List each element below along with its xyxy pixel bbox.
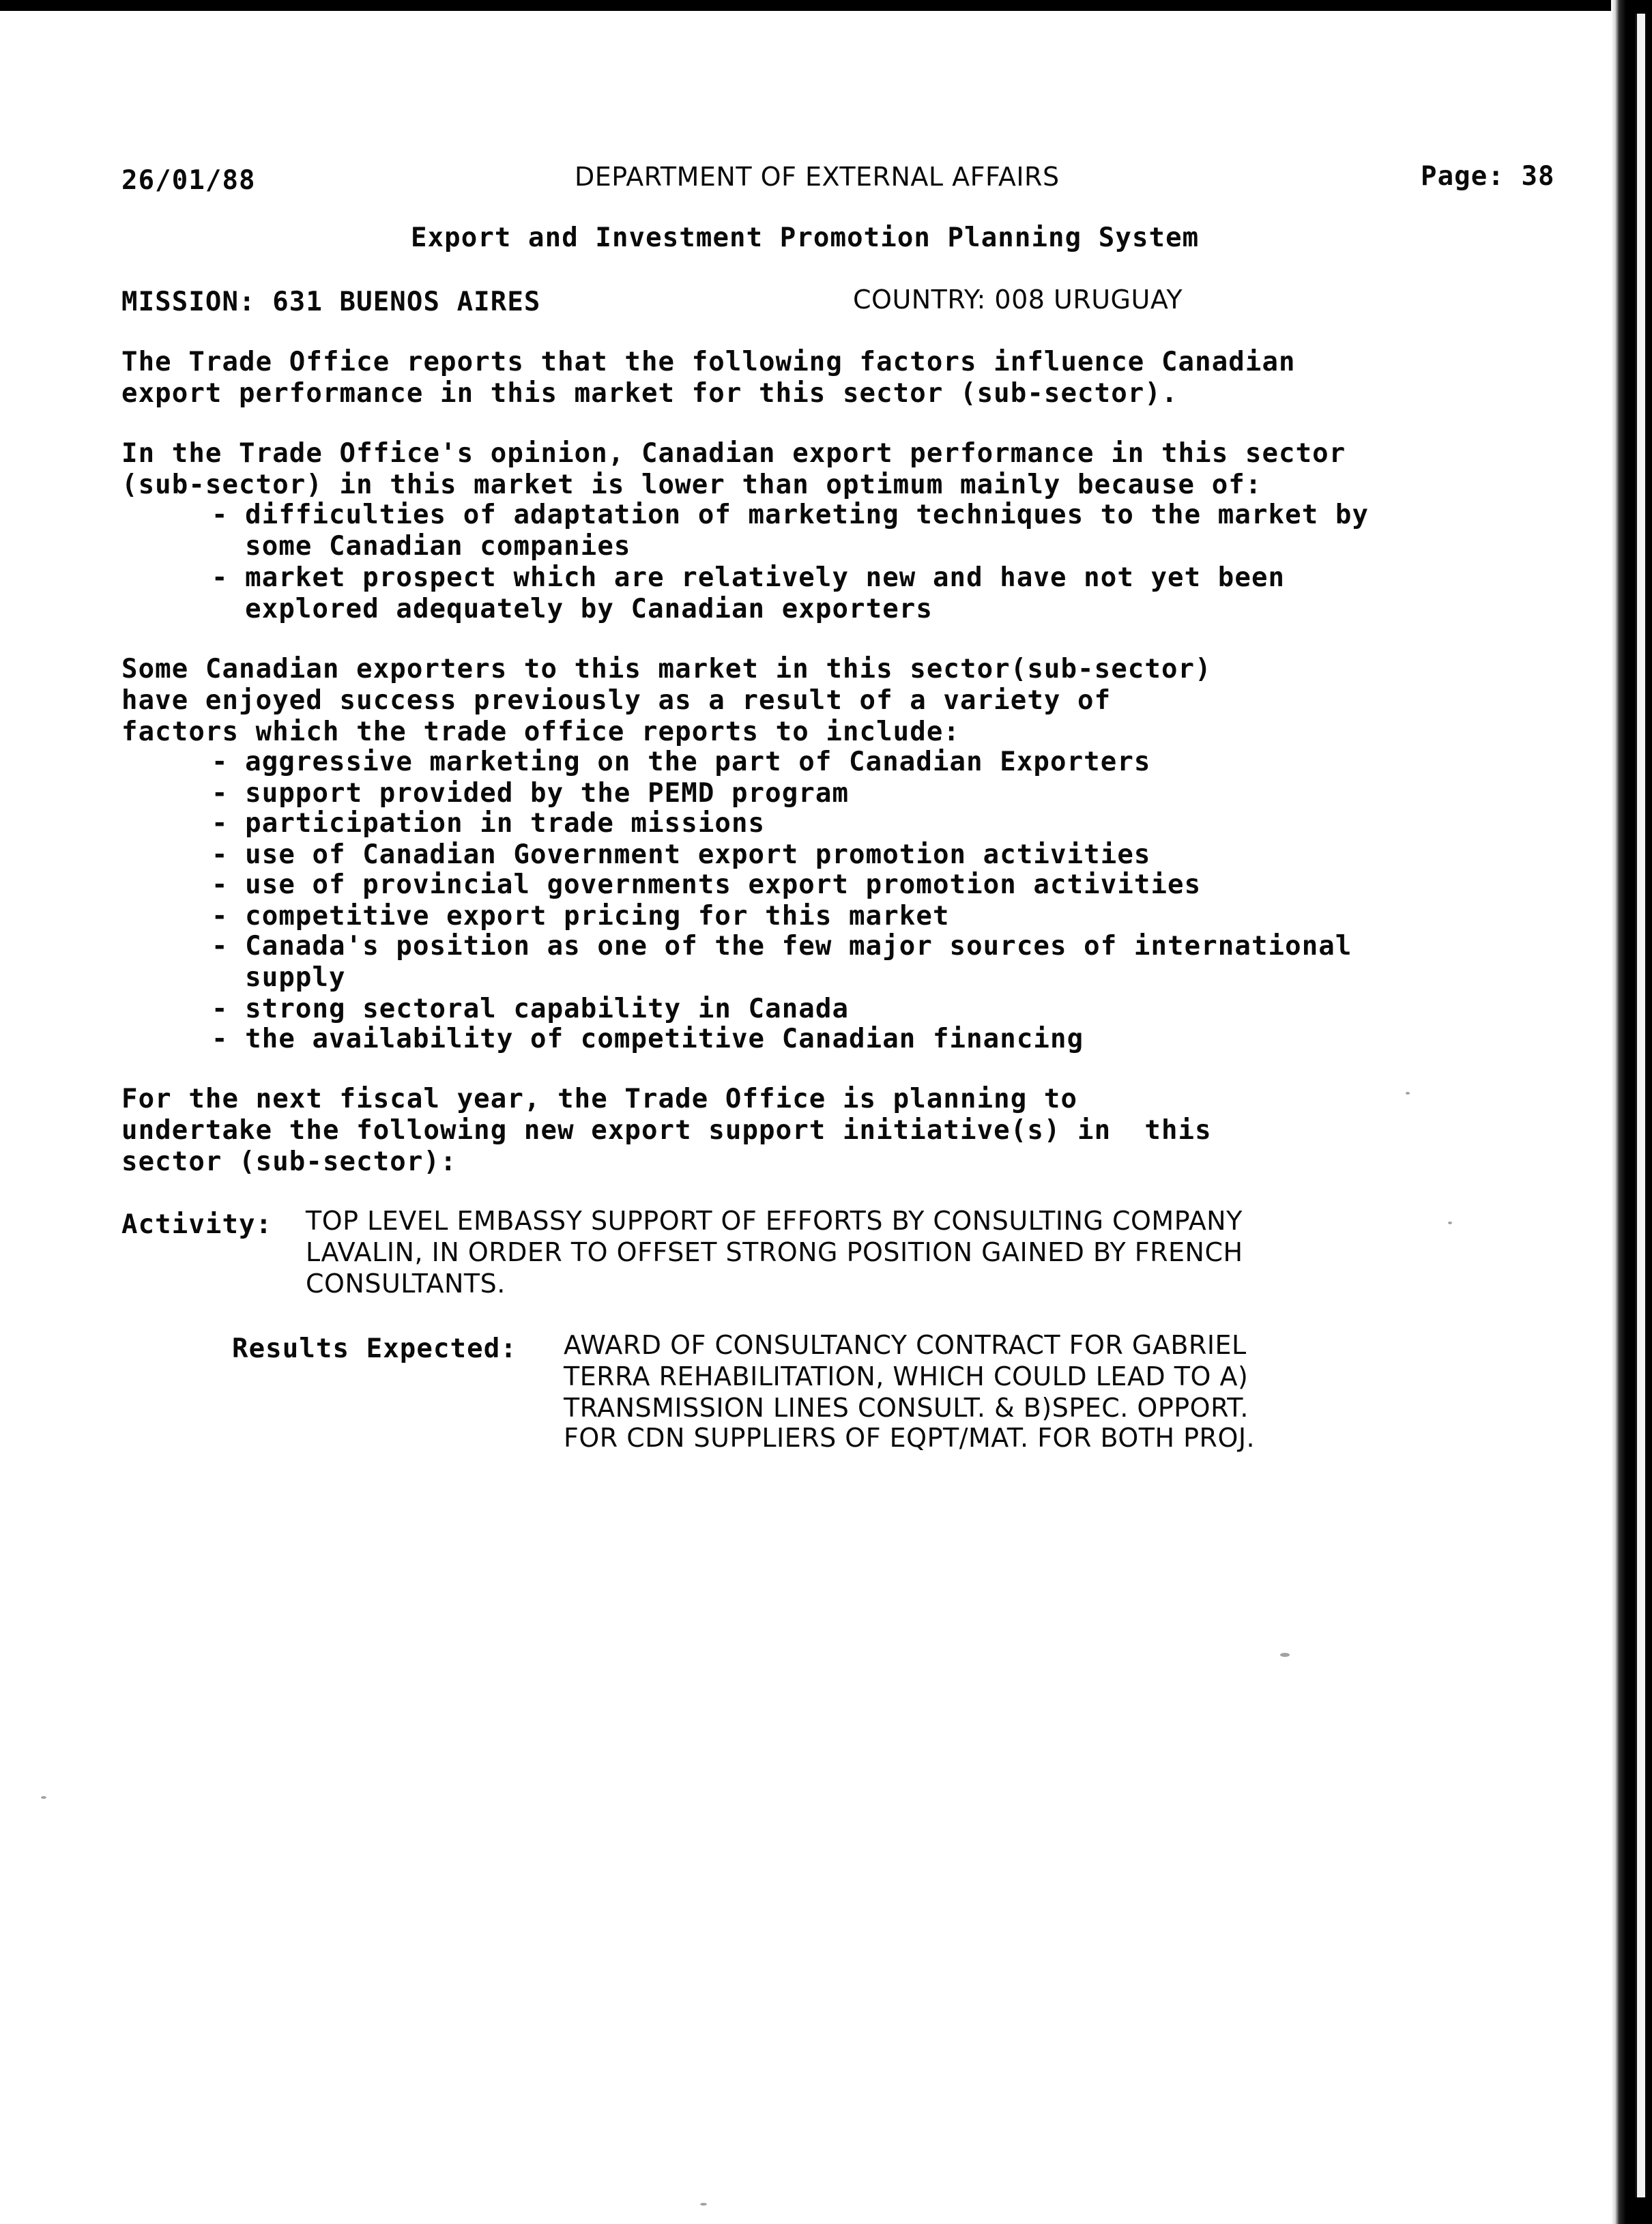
report-date: 26/01/88 <box>121 165 256 196</box>
country-label: COUNTRY: 008 URUGUAY <box>853 285 1183 315</box>
scan-speck <box>41 1796 46 1799</box>
success-item: - participation in trade missions <box>212 808 766 839</box>
success-item: - use of provincial governments export promotion activities <box>212 869 1202 900</box>
success-item: - Canada's position as one of the few major sources of international <box>212 931 1352 962</box>
success-item: - use of Canadian Government export promotion activities <box>212 839 1151 870</box>
department-title: DEPARTMENT OF EXTERNAL AFFAIRS <box>575 162 1060 192</box>
success-item: - support provided by the PEMD program <box>212 778 850 809</box>
opinion-line-2: (sub-sector) in this market is lower than optimum mainly because of: <box>121 470 1262 500</box>
results-line: TRANSMISSION LINES CONSULT. & B)SPEC. OPPORT. <box>564 1393 1249 1423</box>
next-year-line-1: For the next fiscal year, the Trade Office is planning to <box>121 1084 1078 1114</box>
scan-speck <box>1448 1222 1452 1224</box>
opinion-item: some Canadian companies <box>212 531 631 562</box>
success-line-2: have enjoyed success previously as a result of a variety of <box>121 685 1112 716</box>
opinion-line-1: In the Trade Office's opinion, Canadian export performance in this sector <box>121 438 1346 469</box>
activity-line: TOP LEVEL EMBASSY SUPPORT OF EFFORTS BY CONSULTING COMPANY <box>306 1206 1243 1236</box>
activity-label: Activity: <box>121 1209 273 1240</box>
scan-speck <box>700 2203 707 2206</box>
success-item: - strong sectoral capability in Canada <box>212 994 850 1024</box>
opinion-item: - difficulties of adaptation of marketing techniques to the market by <box>212 500 1370 530</box>
opinion-item: explored adequately by Canadian exporters <box>212 594 933 624</box>
scan-right-border <box>1611 0 1652 2224</box>
mission-label: MISSION: 631 BUENOS AIRES <box>121 287 541 317</box>
success-item: - the availability of competitive Canadian financing <box>212 1024 1084 1054</box>
success-line-3: factors which the trade office reports to include: <box>121 717 960 747</box>
next-year-line-3: sector (sub-sector): <box>121 1146 457 1177</box>
results-line: AWARD OF CONSULTANCY CONTRACT FOR GABRIEL <box>564 1330 1247 1360</box>
intro-line-2: export performance in this market for this sector (sub-sector). <box>121 378 1178 409</box>
results-label: Results Expected: <box>232 1333 517 1364</box>
success-item: supply <box>212 962 346 993</box>
scan-right-border-inner <box>1635 14 1645 2197</box>
success-item: - competitive export pricing for this market <box>212 901 950 932</box>
page-number: Page: 38 <box>1421 161 1555 192</box>
scan-speck <box>1280 1653 1290 1657</box>
scan-top-border <box>0 0 1652 11</box>
results-line: FOR CDN SUPPLIERS OF EQPT/MAT. FOR BOTH PROJ. <box>564 1423 1256 1453</box>
results-line: TERRA REHABILITATION, WHICH COULD LEAD TO A) <box>564 1361 1249 1391</box>
scan-speck <box>1406 1092 1410 1095</box>
activity-line: LAVALIN, IN ORDER TO OFFSET STRONG POSITION GAINED BY FRENCH <box>306 1237 1243 1267</box>
success-item: - aggressive marketing on the part of Canadian Exporters <box>212 747 1151 777</box>
activity-line: CONSULTANTS. <box>306 1269 506 1299</box>
success-line-1: Some Canadian exporters to this market in this sector(sub-sector) <box>121 654 1212 684</box>
next-year-line-2: undertake the following new export support initiative(s) in this <box>121 1115 1212 1146</box>
intro-line-1: The Trade Office reports that the following factors influence Canadian <box>121 347 1296 377</box>
system-title: Export and Investment Promotion Planning System <box>411 222 1200 253</box>
opinion-item: - market prospect which are relatively new and have not yet been <box>212 562 1286 593</box>
